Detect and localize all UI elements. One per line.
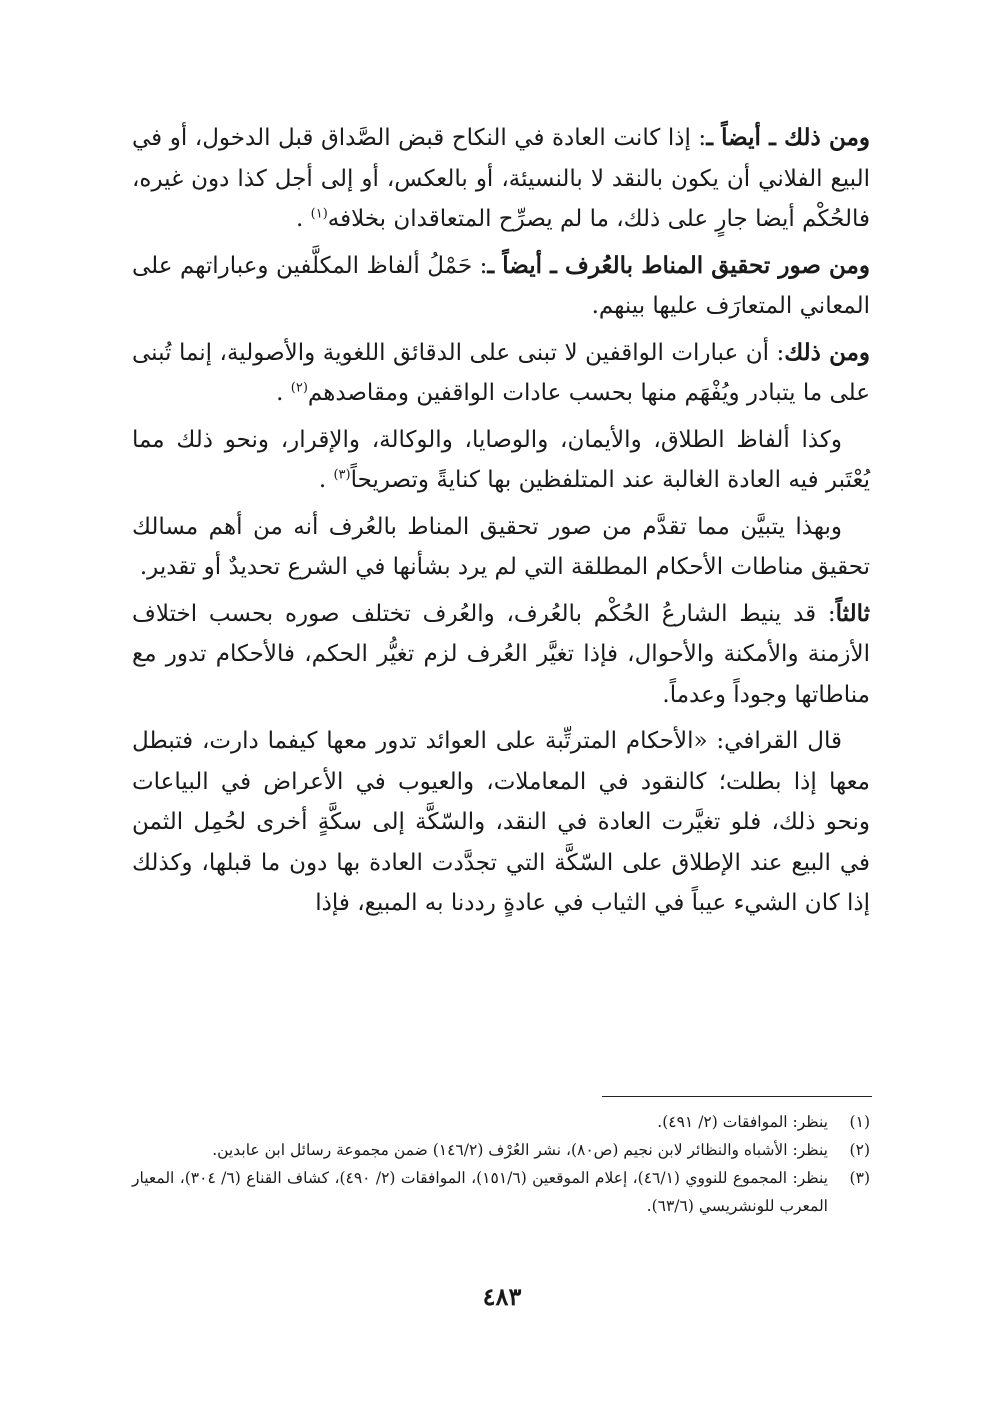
footnote-1 — [132, 1108, 870, 1136]
footnote-ref-2[interactable]: (٢) — [290, 380, 308, 396]
paragraph-4-end: . — [318, 467, 334, 493]
footnote-ref-3[interactable]: (٣) — [333, 467, 351, 483]
paragraph-3 — [132, 333, 870, 414]
paragraph-4-text: وكذا ألفاظ الطلاق، والأيمان، والوصايا، والوكالة، والإقرار، ونحو ذلك مما يُعْتَبر فيه العادة الغالبة عند المتلفظين بها كنايةً وتصريحاً — [132, 426, 870, 493]
paragraph-6-text: : قد ينيط الشارعُ الحُكْم بالعُرف، والعُرف تختلف صوره بحسب اختلاف الأزمنة والأمكنة والأحوال، فإذا تغيَّر العُرف لزم تغيُّر الحكم، فالأحكام تدور مع مناطاتها وجوداً وعدماً. — [132, 600, 870, 708]
paragraph-5-text: وبهذا يتبيَّن مما تقدَّم من صور تحقيق المناط بالعُرف أنه من أهم مسالك تحقيق مناطات الأحكام المطلقة التي لم يرد بشأنها في الشرع تحديدٌ أو تقدير. — [132, 513, 870, 580]
page-body — [132, 118, 870, 924]
paragraph-7-text: قال القرافي: «الأحكام المترتِّبة على العوائد تدور معها كيفما دارت، فتبطل معها إذا بطلت؛ كالنقود في المعاملات، والعيوب في الأعراض في البياعات ونحو ذلك، فلو تغيَّرت العادة في النقد، والسّكَّة إلى سكَّةٍ أخرى لحُمِل الثمن في البيع عند الإطلاق على السّكَّة التي تجدَّدت العادة بها دون ما قبلها، وكذلك إذا كان الشيء عيباً في الثياب في عادةٍ رددنا به المبيع، فإذا — [132, 728, 870, 916]
paragraph-3-lead: ومن ذلك — [784, 338, 870, 366]
footnote-text: ينظر: الأشباه والنظائر لابن نجيم (ص٨٠)، نشر العُرْف (١٤٦/٢) ضمن مجموعة رسائل ابن عابدين. — [212, 1141, 828, 1159]
footnote-2 — [132, 1136, 870, 1164]
paragraph-2 — [132, 246, 870, 327]
paragraph-1-text: : إذا كانت العادة في النكاح قبض الصَّداق قبل الدخول، أو في البيع الفلاني أن يكون بالنقد لا بالنسيئة، أو بالعكس، أو إلى أجل كذا دون غيره، فالحُكْم أيضا جارٍ على ذلك، ما لم يصرِّح المتعاقدان بخلافه — [132, 125, 870, 232]
paragraph-1-lead: ومن ذلك ـ أيضاً ـ — [706, 124, 870, 151]
footnote-separator — [602, 1096, 872, 1097]
footnote-3 — [132, 1164, 870, 1220]
paragraph-3-end: . — [276, 380, 291, 406]
footnotes — [132, 1108, 870, 1220]
paragraph-6-lead: ثالثاً — [835, 599, 870, 627]
page-number: ٤٨٣ — [482, 1282, 522, 1311]
paragraph-2-text: : حَمْلُ ألفاظ المكلَّفين وعباراتهم على المعاني المتعارَف عليها بينهم. — [132, 252, 870, 319]
footnote-text: ينظر: الموافقات (٢/ ٤٩١). — [657, 1113, 828, 1131]
paragraph-7 — [132, 721, 870, 924]
footnote-text: ينظر: المجموع للنووي (٤٦/١)، إعلام الموقعين (١٥١/٦)، الموافقات (٢/ ٤٩٠)، كشاف القناع (٦/ ٣٠٤)، المعيار المعرب للونشريسي (٦٣/٦). — [132, 1169, 828, 1215]
footnote-number: (٢) — [849, 1141, 870, 1159]
paragraph-5 — [132, 507, 870, 588]
paragraph-1-end: . — [296, 206, 311, 232]
footnote-number: (١) — [849, 1113, 870, 1131]
footnote-number: (٣) — [849, 1169, 870, 1187]
paragraph-4 — [132, 420, 870, 501]
paragraph-2-lead: ومن صور تحقيق المناط بالعُرف ـ أيضاً ـ — [487, 251, 870, 279]
footnote-ref-1[interactable]: (١) — [310, 206, 328, 222]
paragraph-3-text: : أن عبارات الواقفين لا تبنى على الدقائق اللغوية والأصولية، إنما تُبنى على ما يتبادر ويُفْهَم منها بحسب عادات الواقفين ومقاصدهم — [132, 339, 870, 406]
paragraph-1 — [132, 118, 870, 240]
paragraph-6 — [132, 594, 870, 716]
